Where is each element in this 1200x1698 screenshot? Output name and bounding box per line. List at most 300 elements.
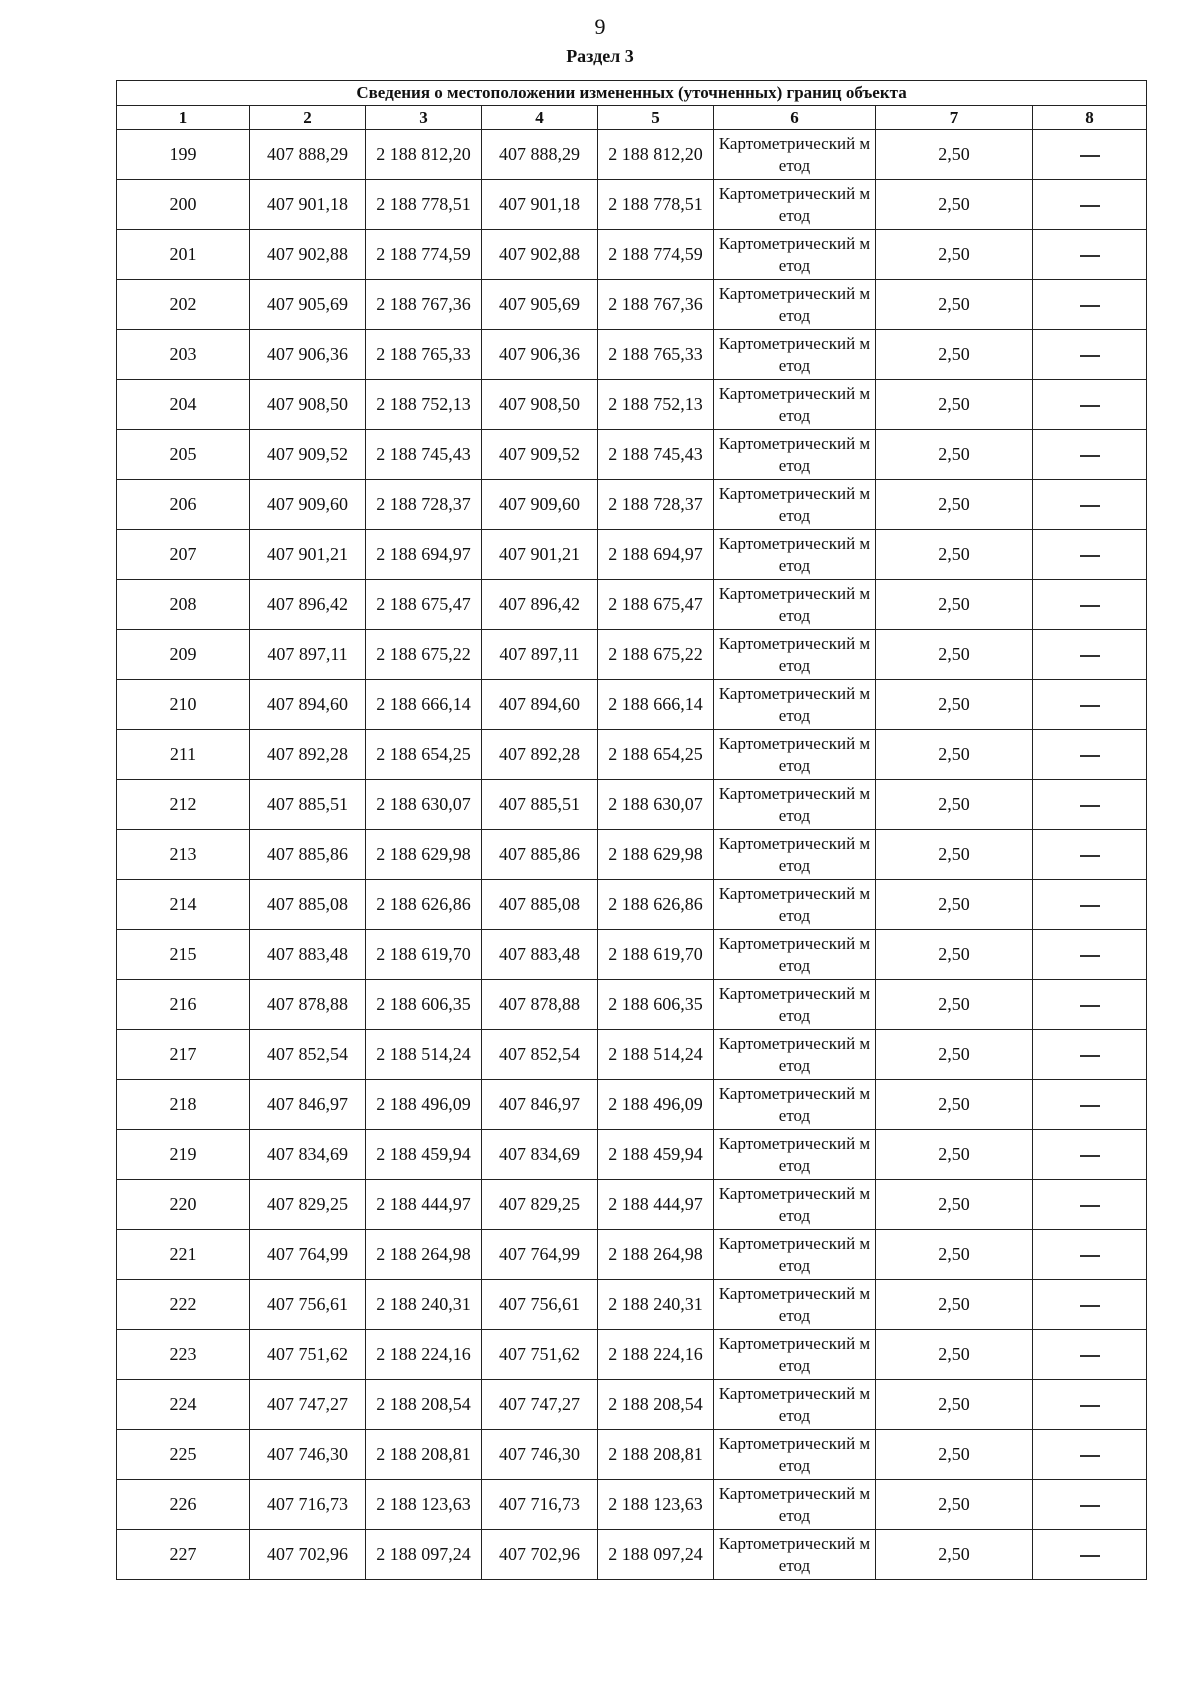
accuracy-cell: 2,50	[876, 1180, 1033, 1230]
x-old-cell: 407 878,88	[250, 980, 366, 1030]
point-number-cell: 205	[117, 430, 250, 480]
x-new-cell: 407 885,86	[482, 830, 598, 880]
point-number-cell: 222	[117, 1280, 250, 1330]
x-new-cell: 407 885,08	[482, 880, 598, 930]
x-old-cell: 407 751,62	[250, 1330, 366, 1380]
dash-mark	[1080, 1105, 1100, 1107]
table-row	[117, 380, 1147, 430]
dash-mark	[1080, 905, 1100, 907]
table-body	[117, 130, 1147, 1580]
y-new-cell: 2 188 752,13	[598, 380, 714, 430]
description-cell	[1033, 380, 1147, 430]
page-number: 9	[594, 14, 606, 39]
x-old-cell: 407 764,99	[250, 1230, 366, 1280]
point-number-cell: 226	[117, 1480, 250, 1530]
y-old-cell: 2 188 774,59	[366, 230, 482, 280]
y-old-cell: 2 188 654,25	[366, 730, 482, 780]
y-old-cell: 2 188 514,24	[366, 1030, 482, 1080]
description-cell	[1033, 430, 1147, 480]
x-new-cell: 407 905,69	[482, 280, 598, 330]
table-row	[117, 730, 1147, 780]
dash-mark	[1080, 305, 1100, 307]
description-cell	[1033, 180, 1147, 230]
description-cell	[1033, 1430, 1147, 1480]
description-cell	[1033, 330, 1147, 380]
table-row	[117, 1080, 1147, 1130]
description-cell	[1033, 930, 1147, 980]
accuracy-cell: 2,50	[876, 980, 1033, 1030]
x-old-cell: 407 885,08	[250, 880, 366, 930]
y-old-cell: 2 188 264,98	[366, 1230, 482, 1280]
x-new-cell: 407 888,29	[482, 130, 598, 180]
x-new-cell: 407 902,88	[482, 230, 598, 280]
table-row	[117, 580, 1147, 630]
point-number-cell: 218	[117, 1080, 250, 1130]
method-cell: Картометрический метод	[714, 830, 876, 880]
point-number-cell: 202	[117, 280, 250, 330]
point-number-cell: 203	[117, 330, 250, 380]
y-new-cell: 2 188 778,51	[598, 180, 714, 230]
method-cell: Картометрический метод	[714, 930, 876, 980]
y-new-cell: 2 188 224,16	[598, 1330, 714, 1380]
accuracy-cell: 2,50	[876, 530, 1033, 580]
table-row	[117, 1130, 1147, 1180]
point-number-cell: 201	[117, 230, 250, 280]
description-cell	[1033, 1380, 1147, 1430]
column-number: 2	[250, 106, 366, 130]
y-old-cell: 2 188 459,94	[366, 1130, 482, 1180]
x-old-cell: 407 897,11	[250, 630, 366, 680]
table-caption: Сведения о местоположении измененных (уточненных) границ объекта	[117, 81, 1147, 106]
x-old-cell: 407 896,42	[250, 580, 366, 630]
point-number-cell: 219	[117, 1130, 250, 1180]
table-row	[117, 680, 1147, 730]
point-number-cell: 213	[117, 830, 250, 880]
x-old-cell: 407 756,61	[250, 1280, 366, 1330]
point-number-cell: 224	[117, 1380, 250, 1430]
dash-mark	[1080, 1055, 1100, 1057]
x-new-cell: 407 901,21	[482, 530, 598, 580]
dash-mark	[1080, 455, 1100, 457]
accuracy-cell: 2,50	[876, 230, 1033, 280]
accuracy-cell: 2,50	[876, 630, 1033, 680]
x-old-cell: 407 909,52	[250, 430, 366, 480]
description-cell	[1033, 980, 1147, 1030]
y-old-cell: 2 188 812,20	[366, 130, 482, 180]
accuracy-cell: 2,50	[876, 1030, 1033, 1080]
x-new-cell: 407 829,25	[482, 1180, 598, 1230]
x-old-cell: 407 747,27	[250, 1380, 366, 1430]
y-new-cell: 2 188 728,37	[598, 480, 714, 530]
accuracy-cell: 2,50	[876, 580, 1033, 630]
point-number-cell: 209	[117, 630, 250, 680]
x-new-cell: 407 896,42	[482, 580, 598, 630]
y-old-cell: 2 188 630,07	[366, 780, 482, 830]
table-row	[117, 930, 1147, 980]
table-row	[117, 1280, 1147, 1330]
description-cell	[1033, 1180, 1147, 1230]
description-cell	[1033, 1280, 1147, 1330]
y-new-cell: 2 188 514,24	[598, 1030, 714, 1080]
point-number-cell: 211	[117, 730, 250, 780]
table-row	[117, 630, 1147, 680]
y-new-cell: 2 188 444,97	[598, 1180, 714, 1230]
description-cell	[1033, 780, 1147, 830]
dash-mark	[1080, 1205, 1100, 1207]
description-cell	[1033, 730, 1147, 780]
y-new-cell: 2 188 675,47	[598, 580, 714, 630]
x-new-cell: 407 751,62	[482, 1330, 598, 1380]
x-old-cell: 407 834,69	[250, 1130, 366, 1180]
description-cell	[1033, 1230, 1147, 1280]
dash-mark	[1080, 255, 1100, 257]
table-row	[117, 880, 1147, 930]
x-old-cell: 407 908,50	[250, 380, 366, 430]
method-cell: Картометрический метод	[714, 630, 876, 680]
x-old-cell: 407 846,97	[250, 1080, 366, 1130]
dash-mark	[1080, 205, 1100, 207]
description-cell	[1033, 130, 1147, 180]
method-cell: Картометрический метод	[714, 430, 876, 480]
point-number-cell: 217	[117, 1030, 250, 1080]
description-cell	[1033, 1080, 1147, 1130]
x-new-cell: 407 756,61	[482, 1280, 598, 1330]
table-row	[117, 1480, 1147, 1530]
dash-mark	[1080, 755, 1100, 757]
method-cell: Картометрический метод	[714, 280, 876, 330]
dash-mark	[1080, 1405, 1100, 1407]
x-new-cell: 407 852,54	[482, 1030, 598, 1080]
x-old-cell: 407 883,48	[250, 930, 366, 980]
method-cell: Картометрический метод	[714, 1530, 876, 1580]
accuracy-cell: 2,50	[876, 1130, 1033, 1180]
x-new-cell: 407 908,50	[482, 380, 598, 430]
x-new-cell: 407 892,28	[482, 730, 598, 780]
accuracy-cell: 2,50	[876, 1380, 1033, 1430]
dash-mark	[1080, 605, 1100, 607]
point-number-cell: 204	[117, 380, 250, 430]
accuracy-cell: 2,50	[876, 830, 1033, 880]
x-old-cell: 407 716,73	[250, 1480, 366, 1530]
y-new-cell: 2 188 675,22	[598, 630, 714, 680]
description-cell	[1033, 580, 1147, 630]
x-new-cell: 407 878,88	[482, 980, 598, 1030]
y-new-cell: 2 188 812,20	[598, 130, 714, 180]
y-old-cell: 2 188 767,36	[366, 280, 482, 330]
x-new-cell: 407 746,30	[482, 1430, 598, 1480]
x-new-cell: 407 702,96	[482, 1530, 598, 1580]
y-new-cell: 2 188 774,59	[598, 230, 714, 280]
point-number-cell: 215	[117, 930, 250, 980]
accuracy-cell: 2,50	[876, 1280, 1033, 1330]
y-new-cell: 2 188 666,14	[598, 680, 714, 730]
y-old-cell: 2 188 629,98	[366, 830, 482, 880]
x-old-cell: 407 746,30	[250, 1430, 366, 1480]
x-new-cell: 407 897,11	[482, 630, 598, 680]
table-row	[117, 1430, 1147, 1480]
table-row	[117, 1030, 1147, 1080]
column-number: 4	[482, 106, 598, 130]
method-cell: Картометрический метод	[714, 1230, 876, 1280]
dash-mark	[1080, 1505, 1100, 1507]
method-cell: Картометрический метод	[714, 330, 876, 380]
y-old-cell: 2 188 745,43	[366, 430, 482, 480]
y-old-cell: 2 188 626,86	[366, 880, 482, 930]
dash-mark	[1080, 705, 1100, 707]
column-number: 1	[117, 106, 250, 130]
accuracy-cell: 2,50	[876, 780, 1033, 830]
description-cell	[1033, 680, 1147, 730]
point-number-cell: 214	[117, 880, 250, 930]
method-cell: Картометрический метод	[714, 1130, 876, 1180]
description-cell	[1033, 1030, 1147, 1080]
y-old-cell: 2 188 694,97	[366, 530, 482, 580]
dash-mark	[1080, 855, 1100, 857]
accuracy-cell: 2,50	[876, 880, 1033, 930]
x-old-cell: 407 906,36	[250, 330, 366, 380]
y-old-cell: 2 188 752,13	[366, 380, 482, 430]
x-new-cell: 407 883,48	[482, 930, 598, 980]
x-old-cell: 407 829,25	[250, 1180, 366, 1230]
accuracy-cell: 2,50	[876, 130, 1033, 180]
description-cell	[1033, 630, 1147, 680]
description-cell	[1033, 830, 1147, 880]
table-row	[117, 230, 1147, 280]
column-number: 3	[366, 106, 482, 130]
y-old-cell: 2 188 208,54	[366, 1380, 482, 1430]
column-number: 6	[714, 106, 876, 130]
x-new-cell: 407 834,69	[482, 1130, 598, 1180]
table-row	[117, 330, 1147, 380]
point-number-cell: 199	[117, 130, 250, 180]
y-new-cell: 2 188 459,94	[598, 1130, 714, 1180]
y-new-cell: 2 188 767,36	[598, 280, 714, 330]
accuracy-cell: 2,50	[876, 1530, 1033, 1580]
y-new-cell: 2 188 606,35	[598, 980, 714, 1030]
accuracy-cell: 2,50	[876, 1230, 1033, 1280]
y-old-cell: 2 188 240,31	[366, 1280, 482, 1330]
y-old-cell: 2 188 606,35	[366, 980, 482, 1030]
x-new-cell: 407 909,60	[482, 480, 598, 530]
method-cell: Картометрический метод	[714, 1330, 876, 1380]
table-row	[117, 180, 1147, 230]
point-number-cell: 220	[117, 1180, 250, 1230]
accuracy-cell: 2,50	[876, 1480, 1033, 1530]
dash-mark	[1080, 1305, 1100, 1307]
accuracy-cell: 2,50	[876, 930, 1033, 980]
table-row	[117, 1330, 1147, 1380]
accuracy-cell: 2,50	[876, 280, 1033, 330]
dash-mark	[1080, 1455, 1100, 1457]
method-cell: Картометрический метод	[714, 230, 876, 280]
description-cell	[1033, 880, 1147, 930]
point-number-cell: 206	[117, 480, 250, 530]
method-cell: Картометрический метод	[714, 1180, 876, 1230]
x-new-cell: 407 909,52	[482, 430, 598, 480]
dash-mark	[1080, 1005, 1100, 1007]
accuracy-cell: 2,50	[876, 330, 1033, 380]
accuracy-cell: 2,50	[876, 480, 1033, 530]
method-cell: Картометрический метод	[714, 580, 876, 630]
y-new-cell: 2 188 240,31	[598, 1280, 714, 1330]
y-old-cell: 2 188 097,24	[366, 1530, 482, 1580]
method-cell: Картометрический метод	[714, 1030, 876, 1080]
column-number: 7	[876, 106, 1033, 130]
section-title: Раздел 3	[566, 46, 634, 66]
x-old-cell: 407 901,18	[250, 180, 366, 230]
description-cell	[1033, 480, 1147, 530]
x-old-cell: 407 901,21	[250, 530, 366, 580]
y-old-cell: 2 188 675,47	[366, 580, 482, 630]
y-new-cell: 2 188 765,33	[598, 330, 714, 380]
description-cell	[1033, 280, 1147, 330]
x-new-cell: 407 764,99	[482, 1230, 598, 1280]
x-old-cell: 407 894,60	[250, 680, 366, 730]
table-row	[117, 1530, 1147, 1580]
y-new-cell: 2 188 097,24	[598, 1530, 714, 1580]
accuracy-cell: 2,50	[876, 180, 1033, 230]
x-old-cell: 407 905,69	[250, 280, 366, 330]
accuracy-cell: 2,50	[876, 1430, 1033, 1480]
point-number-cell: 208	[117, 580, 250, 630]
dash-mark	[1080, 1155, 1100, 1157]
table-row	[117, 1180, 1147, 1230]
point-number-cell: 207	[117, 530, 250, 580]
point-number-cell: 227	[117, 1530, 250, 1580]
method-cell: Картометрический метод	[714, 1430, 876, 1480]
y-old-cell: 2 188 765,33	[366, 330, 482, 380]
method-cell: Картометрический метод	[714, 880, 876, 930]
x-new-cell: 407 885,51	[482, 780, 598, 830]
y-old-cell: 2 188 675,22	[366, 630, 482, 680]
column-number: 8	[1033, 106, 1147, 130]
table-row	[117, 480, 1147, 530]
y-old-cell: 2 188 444,97	[366, 1180, 482, 1230]
y-new-cell: 2 188 264,98	[598, 1230, 714, 1280]
y-new-cell: 2 188 626,86	[598, 880, 714, 930]
x-old-cell: 407 909,60	[250, 480, 366, 530]
x-new-cell: 407 894,60	[482, 680, 598, 730]
x-old-cell: 407 888,29	[250, 130, 366, 180]
y-old-cell: 2 188 208,81	[366, 1430, 482, 1480]
table-row	[117, 1380, 1147, 1430]
method-cell: Картометрический метод	[714, 730, 876, 780]
x-old-cell: 407 885,51	[250, 780, 366, 830]
point-number-cell: 210	[117, 680, 250, 730]
y-new-cell: 2 188 630,07	[598, 780, 714, 830]
method-cell: Картометрический метод	[714, 1280, 876, 1330]
method-cell: Картометрический метод	[714, 780, 876, 830]
method-cell: Картометрический метод	[714, 1080, 876, 1130]
y-old-cell: 2 188 778,51	[366, 180, 482, 230]
accuracy-cell: 2,50	[876, 380, 1033, 430]
description-cell	[1033, 530, 1147, 580]
dash-mark	[1080, 405, 1100, 407]
table-row	[117, 430, 1147, 480]
x-new-cell: 407 716,73	[482, 1480, 598, 1530]
dash-mark	[1080, 1355, 1100, 1357]
y-old-cell: 2 188 224,16	[366, 1330, 482, 1380]
table-row	[117, 1230, 1147, 1280]
table-row	[117, 280, 1147, 330]
table-row	[117, 780, 1147, 830]
table-row	[117, 130, 1147, 180]
description-cell	[1033, 1480, 1147, 1530]
table-row	[117, 830, 1147, 880]
x-old-cell: 407 885,86	[250, 830, 366, 880]
method-cell: Картометрический метод	[714, 380, 876, 430]
y-new-cell: 2 188 619,70	[598, 930, 714, 980]
coordinates-table	[116, 80, 1147, 1580]
x-new-cell: 407 846,97	[482, 1080, 598, 1130]
method-cell: Картометрический метод	[714, 130, 876, 180]
y-old-cell: 2 188 728,37	[366, 480, 482, 530]
accuracy-cell: 2,50	[876, 730, 1033, 780]
y-old-cell: 2 188 496,09	[366, 1080, 482, 1130]
y-old-cell: 2 188 666,14	[366, 680, 482, 730]
method-cell: Картометрический метод	[714, 680, 876, 730]
y-old-cell: 2 188 123,63	[366, 1480, 482, 1530]
description-cell	[1033, 1330, 1147, 1380]
dash-mark	[1080, 655, 1100, 657]
point-number-cell: 223	[117, 1330, 250, 1380]
y-new-cell: 2 188 694,97	[598, 530, 714, 580]
accuracy-cell: 2,50	[876, 680, 1033, 730]
description-cell	[1033, 1130, 1147, 1180]
dash-mark	[1080, 155, 1100, 157]
y-new-cell: 2 188 208,81	[598, 1430, 714, 1480]
accuracy-cell: 2,50	[876, 1330, 1033, 1380]
table-row	[117, 980, 1147, 1030]
y-new-cell: 2 188 629,98	[598, 830, 714, 880]
point-number-cell: 221	[117, 1230, 250, 1280]
dash-mark	[1080, 955, 1100, 957]
dash-mark	[1080, 555, 1100, 557]
dash-mark	[1080, 355, 1100, 357]
method-cell: Картометрический метод	[714, 1480, 876, 1530]
x-old-cell: 407 702,96	[250, 1530, 366, 1580]
column-number: 5	[598, 106, 714, 130]
column-number-row	[117, 106, 1147, 130]
method-cell: Картометрический метод	[714, 1380, 876, 1430]
dash-mark	[1080, 505, 1100, 507]
method-cell: Картометрический метод	[714, 180, 876, 230]
y-old-cell: 2 188 619,70	[366, 930, 482, 980]
method-cell: Картометрический метод	[714, 530, 876, 580]
y-new-cell: 2 188 496,09	[598, 1080, 714, 1130]
y-new-cell: 2 188 654,25	[598, 730, 714, 780]
description-cell	[1033, 1530, 1147, 1580]
x-new-cell: 407 901,18	[482, 180, 598, 230]
y-new-cell: 2 188 208,54	[598, 1380, 714, 1430]
method-cell: Картометрический метод	[714, 480, 876, 530]
table-row	[117, 530, 1147, 580]
point-number-cell: 212	[117, 780, 250, 830]
x-old-cell: 407 852,54	[250, 1030, 366, 1080]
point-number-cell: 225	[117, 1430, 250, 1480]
y-new-cell: 2 188 745,43	[598, 430, 714, 480]
dash-mark	[1080, 1255, 1100, 1257]
y-new-cell: 2 188 123,63	[598, 1480, 714, 1530]
point-number-cell: 200	[117, 180, 250, 230]
description-cell	[1033, 230, 1147, 280]
x-new-cell: 407 906,36	[482, 330, 598, 380]
accuracy-cell: 2,50	[876, 1080, 1033, 1130]
x-old-cell: 407 902,88	[250, 230, 366, 280]
x-old-cell: 407 892,28	[250, 730, 366, 780]
method-cell: Картометрический метод	[714, 980, 876, 1030]
dash-mark	[1080, 1555, 1100, 1557]
